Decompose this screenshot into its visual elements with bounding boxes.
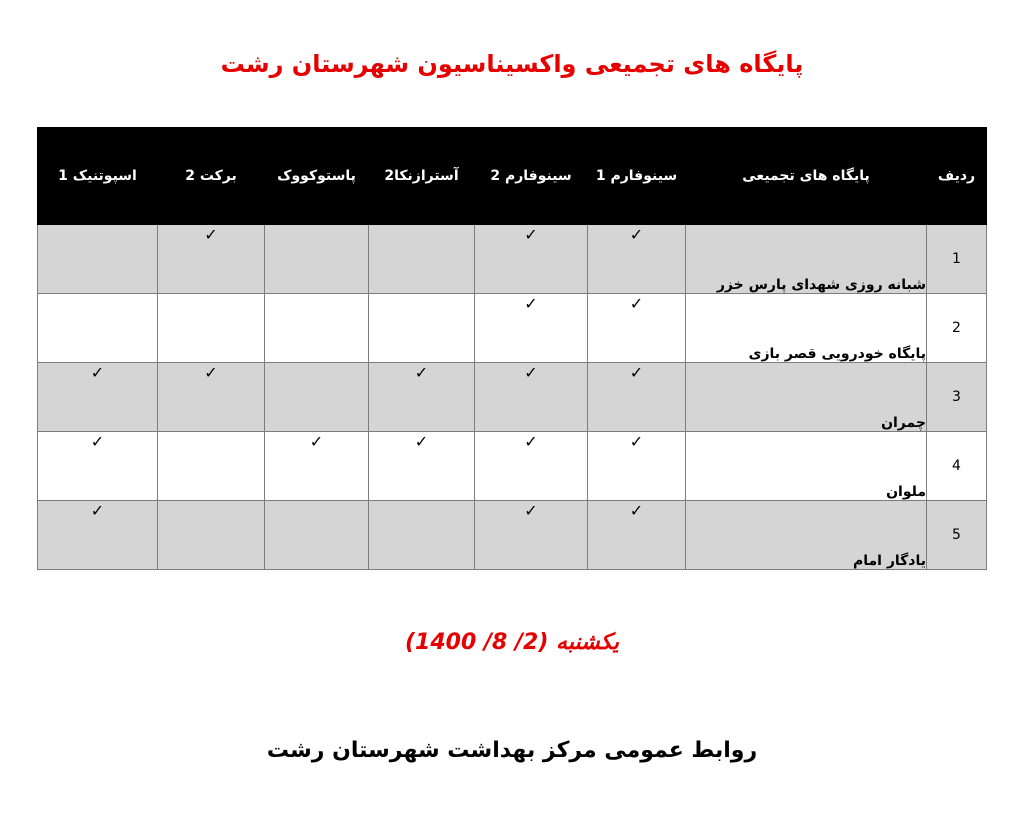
check-cell: [369, 294, 475, 363]
table-row: [38, 294, 987, 363]
row-number: 5: [927, 501, 987, 570]
row-number: 1: [927, 225, 987, 294]
check-cell: ✓: [158, 363, 265, 432]
check-cell: ✓: [38, 501, 158, 570]
check-cell: [265, 501, 369, 570]
check-cell: ✓: [369, 363, 475, 432]
header-sinopharm-1: سینوفارم 1: [588, 128, 686, 225]
header-pastocovac: پاستوکووک: [265, 128, 369, 225]
header-sputnik-1: اسپوتنیک 1: [38, 128, 158, 225]
check-cell: ✓: [265, 432, 369, 501]
check-cell: ✓: [369, 432, 475, 501]
check-cell: [265, 294, 369, 363]
check-cell: [369, 501, 475, 570]
check-cell: ✓: [38, 363, 158, 432]
check-cell: [158, 501, 265, 570]
site-name: شبانه روزی شهدای پارس خزر: [686, 225, 927, 294]
table-header-row: [38, 128, 987, 225]
check-cell: ✓: [158, 225, 265, 294]
table-row: [38, 432, 987, 501]
check-cell: ✓: [475, 225, 588, 294]
site-name: ملوان: [686, 432, 927, 501]
check-cell: ✓: [588, 225, 686, 294]
header-site-name: پایگاه های تجمیعی: [686, 128, 927, 225]
header-sinopharm-2: سینوفارم 2: [475, 128, 588, 225]
check-cell: [265, 363, 369, 432]
header-astrazeneca-2: آسترازنکا2: [369, 128, 475, 225]
check-cell: [265, 225, 369, 294]
check-cell: ✓: [588, 363, 686, 432]
row-number: 2: [927, 294, 987, 363]
table-row: [38, 225, 987, 294]
date-label: یکشنبه (2/ 8/ 1400): [404, 630, 619, 655]
check-cell: [369, 225, 475, 294]
site-name: پایگاه خودرویی قصر بازی: [686, 294, 927, 363]
check-cell: ✓: [38, 432, 158, 501]
check-cell: ✓: [475, 363, 588, 432]
row-number: 4: [927, 432, 987, 501]
check-cell: [38, 225, 158, 294]
check-cell: ✓: [475, 501, 588, 570]
vaccination-sites-table: [37, 127, 987, 570]
site-name: یادگار امام: [686, 501, 927, 570]
check-cell: ✓: [588, 432, 686, 501]
check-cell: ✓: [475, 294, 588, 363]
check-cell: [158, 432, 265, 501]
check-cell: ✓: [588, 501, 686, 570]
table-row: [38, 501, 987, 570]
table-row: [38, 363, 987, 432]
check-cell: ✓: [588, 294, 686, 363]
check-cell: ✓: [475, 432, 588, 501]
page-title: پایگاه های تجمیعی واکسیناسیون شهرستان رشت: [220, 50, 804, 78]
check-cell: [158, 294, 265, 363]
site-name: چمران: [686, 363, 927, 432]
check-cell: [38, 294, 158, 363]
header-row-number: ردیف: [927, 128, 987, 225]
footer-public-relations: روابط عمومی مرکز بهداشت شهرستان رشت: [266, 738, 758, 763]
header-barekat-2: برکت 2: [158, 128, 265, 225]
row-number: 3: [927, 363, 987, 432]
